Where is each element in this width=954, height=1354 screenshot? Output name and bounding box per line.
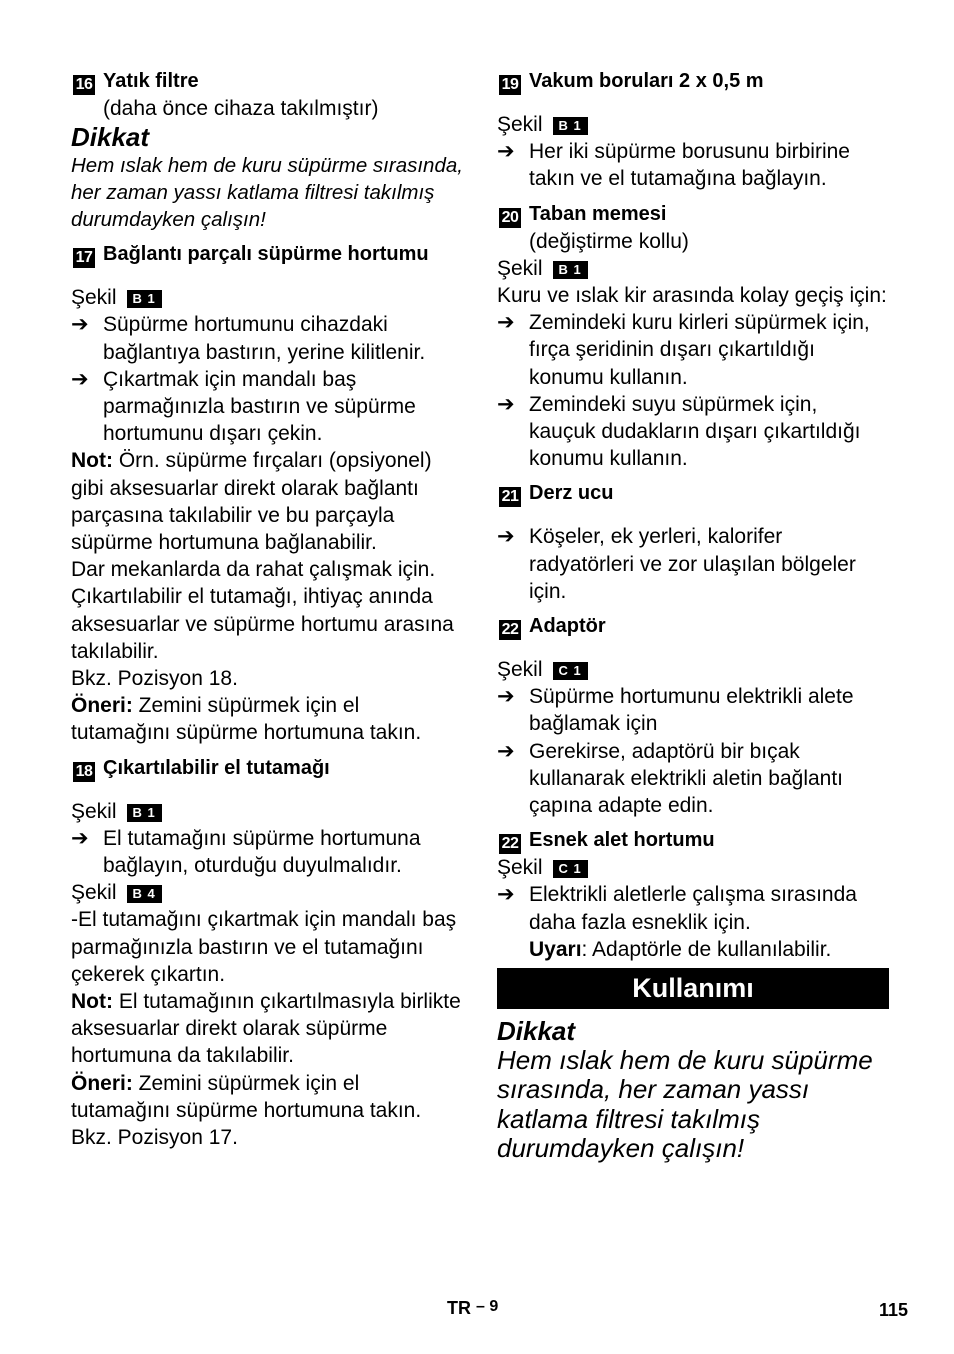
figure-reference: Şekil C 1 — [497, 656, 889, 683]
figure-badge: B 1 — [553, 261, 588, 279]
warning-text: Hem ıslak hem de kuru süpürme sırasında, her zaman yassı katlama filtresi takılmış durumdayken çalışın! — [71, 154, 463, 232]
section-subtitle: (daha önce cihaza takılmıştır) — [103, 97, 379, 120]
item-number-badge: 22 — [499, 620, 521, 640]
right-column — [497, 68, 889, 1163]
figure-badge: C 1 — [553, 860, 588, 878]
section-heading — [71, 755, 463, 782]
list-item: ➔ Gerekirse, adaptörü bir bıçak kullanarak elektrikli aletin bağlantı çapına adapte edin. — [497, 739, 844, 818]
section-banner: Kullanımı — [497, 968, 889, 1009]
note-paragraph: Not: Örn. süpürme fırçaları (opsiyonel) gibi aksesuarlar direkt olarak bağlantı parçasına takılabilir ve bu parçayla süpürme hortumuna bağlanabilir. — [71, 449, 432, 555]
figure-reference: Şekil B 4 — [71, 879, 463, 906]
item-number-badge: 18 — [73, 762, 95, 782]
arrow-right-icon: ➔ — [497, 392, 515, 416]
arrow-right-icon: ➔ — [497, 739, 515, 763]
arrow-right-icon: ➔ — [497, 525, 515, 549]
list-item: ➔ Süpürme hortumunu cihazdaki bağlantıya bastırın, yerine kilitlenir. — [71, 313, 426, 364]
section-heading — [497, 613, 889, 640]
figure-reference: Şekil B 1 — [497, 111, 889, 138]
list-item: ➔ Çıkartmak için mandalı baş parmağınızla bastırın ve süpürme hortumunu dışarı çekin. — [71, 367, 416, 446]
item-number-badge: 20 — [499, 208, 521, 228]
item-number-badge: 16 — [73, 75, 95, 95]
section-title: Esnek alet hortumu — [529, 829, 715, 852]
section-title: Derz ucu — [529, 482, 614, 505]
section-title: Bağlantı parçalı süpürme hortumu — [103, 243, 429, 266]
arrow-right-icon: ➔ — [497, 140, 515, 164]
figure-reference: Şekil B 1 — [71, 798, 463, 825]
position-reference: Bkz. Pozisyon 18. — [71, 667, 238, 691]
tip-paragraph: Öneri: Zemini süpürmek için el tutamağını süpürme hortumuna takın. — [71, 694, 422, 745]
body-paragraph: Kuru ve ıslak kir arasında kolay geçiş için: — [497, 284, 887, 308]
section-subtitle: (değiştirme kollu) — [529, 229, 689, 253]
arrow-right-icon: ➔ — [71, 826, 89, 850]
section-heading — [71, 68, 463, 95]
figure-badge: B 1 — [127, 804, 162, 822]
warning-heading: Dikkat — [497, 1016, 576, 1047]
list-item: ➔ Elektrikli aletlerle çalışma sırasında daha fazla esneklik için. — [497, 883, 857, 934]
section-title: Çıkartılabilir el tutamağı — [103, 756, 330, 779]
arrow-right-icon: ➔ — [497, 311, 515, 335]
arrow-right-icon: ➔ — [497, 685, 515, 709]
left-column — [71, 68, 463, 1151]
figure-reference: Şekil B 1 — [71, 284, 463, 311]
list-item: ➔ Her iki süpürme borusunu birbirine takın ve el tutamağına bağlayın. — [497, 140, 850, 191]
section-heading — [497, 68, 889, 95]
warning-note: Uyarı: Adaptörle de kullanılabilir. — [529, 937, 832, 961]
page-number: 115 — [879, 1300, 909, 1320]
tip-paragraph: Öneri: Zemini süpürmek için el tutamağını süpürme hortumuna takın. — [71, 1071, 422, 1122]
section-title: Taban memesi — [529, 202, 667, 225]
body-paragraph: Dar mekanlarda da rahat çalışmak için. Çıkartılabilir el tutamağı, ihtiyaç anında aksesuarlar ve süpürme hortumu arasına takılabilir. — [71, 558, 454, 663]
arrow-right-icon: ➔ — [71, 367, 89, 391]
arrow-right-icon: ➔ — [497, 883, 515, 907]
section-title: Vakum boruları 2 x 0,5 m — [529, 70, 764, 92]
note-paragraph: Not: El tutamağının çıkartılmasıyla birlikte aksesuarlar direkt olarak süpürme hortumuna da takılabilir. — [71, 990, 461, 1068]
arrow-right-icon: ➔ — [71, 313, 89, 337]
item-number-badge: 19 — [499, 75, 521, 95]
section-title: Adaptör — [529, 615, 606, 638]
figure-reference: Şekil B 1 — [497, 255, 889, 282]
list-item: ➔ Süpürme hortumunu elektrikli alete bağlamak için — [497, 685, 854, 736]
item-number-badge: 21 — [499, 487, 521, 507]
list-item: ➔ Köşeler, ek yerleri, kalorifer radyatörleri ve zor ulaşılan bölgeler için. — [497, 525, 856, 603]
section-heading — [497, 201, 889, 228]
section-heading — [497, 480, 889, 507]
list-item: ➔ Zemindeki suyu süpürmek için, kauçuk dudakların dışarı çıkartıldığı konumu kullanın. — [497, 392, 861, 471]
position-reference: Bkz. Pozisyon 17. — [71, 1126, 238, 1150]
section-title: Yatık filtre — [103, 70, 199, 92]
list-item: ➔ El tutamağını süpürme hortumuna bağlayın, oturduğu duyulmalıdır. — [71, 826, 421, 878]
figure-badge: C 1 — [553, 662, 588, 680]
section-heading — [71, 241, 463, 268]
figure-badge: B 4 — [127, 885, 162, 903]
footer-section-label: TR – 9 — [447, 1298, 499, 1318]
figure-badge: B 1 — [127, 290, 162, 308]
figure-badge: B 1 — [553, 117, 588, 135]
section-heading — [497, 827, 889, 854]
list-item: ➔ Zemindeki kuru kirleri süpürmek için, fırça şeridinin dışarı çıkartıldığı konumu kullanın. — [497, 311, 870, 389]
body-paragraph: -El tutamağını çıkartmak için mandalı baş parmağınızla bastırın ve el tutamağını çekerek çıkartın. — [71, 908, 457, 986]
warning-heading: Dikkat — [71, 122, 150, 153]
warning-text: Hem ıslak hem de kuru süpürme sırasında, her zaman yassı katlama filtresi takılmış durumdayken çalışın! — [497, 1045, 873, 1163]
item-number-badge: 22 — [499, 834, 521, 854]
figure-reference: Şekil C 1 — [497, 854, 889, 881]
item-number-badge: 17 — [73, 248, 95, 268]
